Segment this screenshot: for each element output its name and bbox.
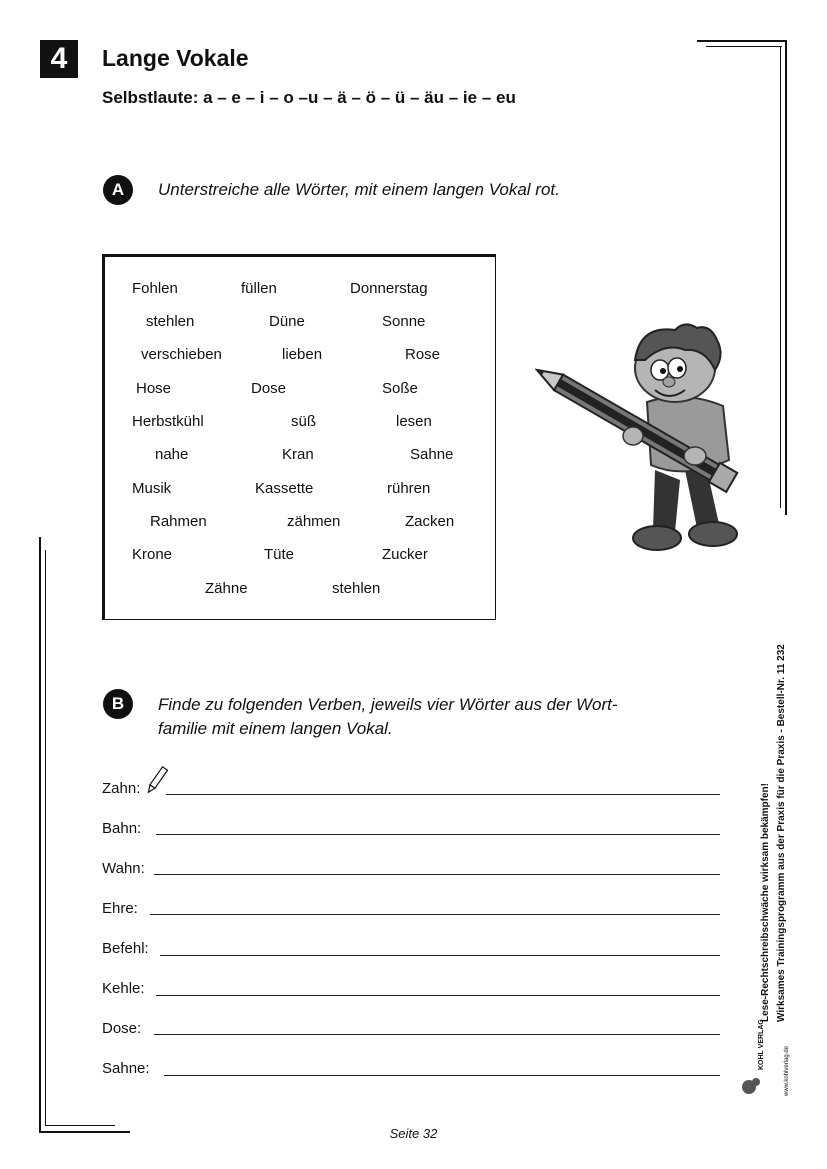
answer-line[interactable] [164, 1075, 720, 1076]
publisher-mascot-icon [740, 1075, 762, 1097]
word-item: Herbstkühl [132, 413, 204, 430]
page-number: Seite 32 [389, 1126, 438, 1141]
word-box [102, 254, 496, 620]
answer-line[interactable] [166, 794, 720, 795]
word-item: füllen [241, 280, 277, 297]
frame-top-line [697, 40, 787, 42]
boy-with-pencil-illustration [535, 320, 750, 560]
word-item: Soße [382, 380, 418, 397]
word-item: Kassette [255, 480, 314, 497]
word-item: Kran [282, 446, 314, 463]
word-item: Zähne [205, 580, 248, 597]
fill-label: Bahn: [102, 820, 142, 837]
fill-label: Ehre: [102, 900, 138, 917]
answer-line[interactable] [160, 955, 720, 956]
answer-line[interactable] [156, 834, 720, 835]
word-item: Krone [132, 546, 173, 563]
word-item: süß [291, 413, 317, 430]
task-b-instruction-line1: Finde zu folgenden Verben, jeweils vier Wörter aus der Wort- [158, 695, 618, 714]
task-b-badge: B [103, 689, 133, 719]
word-item: nahe [155, 446, 189, 463]
fill-label: Befehl: [102, 940, 149, 957]
word-item: stehlen [332, 580, 381, 597]
vowel-list: Selbstlaute: a – e – i – o –u – ä – ö – ü – äu – ie – eu [102, 88, 516, 107]
word-item: lesen [396, 413, 432, 430]
word-item: Musik [132, 480, 172, 497]
fill-label: Wahn: [102, 860, 145, 877]
answer-line[interactable] [150, 914, 720, 915]
word-item: Tüte [264, 546, 295, 563]
frame-right-line-inner [780, 46, 781, 508]
fill-label: Dose: [102, 1020, 142, 1037]
frame-left-line-inner [45, 550, 46, 1126]
fill-label: Kehle: [102, 980, 145, 997]
word-item: Rose [405, 346, 441, 363]
answer-line[interactable] [154, 1034, 720, 1035]
pencil-icon [146, 764, 168, 796]
word-item: Donnerstag [350, 280, 428, 297]
chapter-number: 4 [40, 40, 78, 78]
word-item: Düne [269, 313, 305, 330]
word-item: lieben [282, 346, 323, 363]
page-title: Lange Vokale [102, 45, 249, 71]
word-item: Sonne [382, 313, 426, 330]
word-item: Fohlen [132, 280, 178, 297]
word-item: rühren [387, 480, 431, 497]
answer-line[interactable] [154, 874, 720, 875]
task-a-badge: A [103, 175, 133, 205]
word-item: Dose [251, 380, 287, 397]
frame-right-line [785, 40, 787, 515]
fill-label: Zahn: [102, 780, 141, 797]
answer-line[interactable] [156, 995, 720, 996]
word-item: zähmen [287, 513, 341, 530]
frame-left-line [39, 537, 41, 1133]
word-item: Zucker [382, 546, 428, 563]
task-b-instruction-line2: familie mit einem langen Vokal. [158, 719, 393, 738]
word-item: verschieben [141, 346, 222, 363]
word-item: stehlen [146, 313, 195, 330]
frame-top-line-inner [706, 46, 782, 47]
word-item: Zacken [405, 513, 455, 530]
word-item: Rahmen [150, 513, 207, 530]
word-item: Hose [136, 380, 172, 397]
fill-label: Sahne: [102, 1060, 150, 1077]
word-item: Sahne [410, 446, 454, 463]
task-a-instruction: Unterstreiche alle Wörter, mit einem langen Vokal rot. [158, 180, 560, 199]
